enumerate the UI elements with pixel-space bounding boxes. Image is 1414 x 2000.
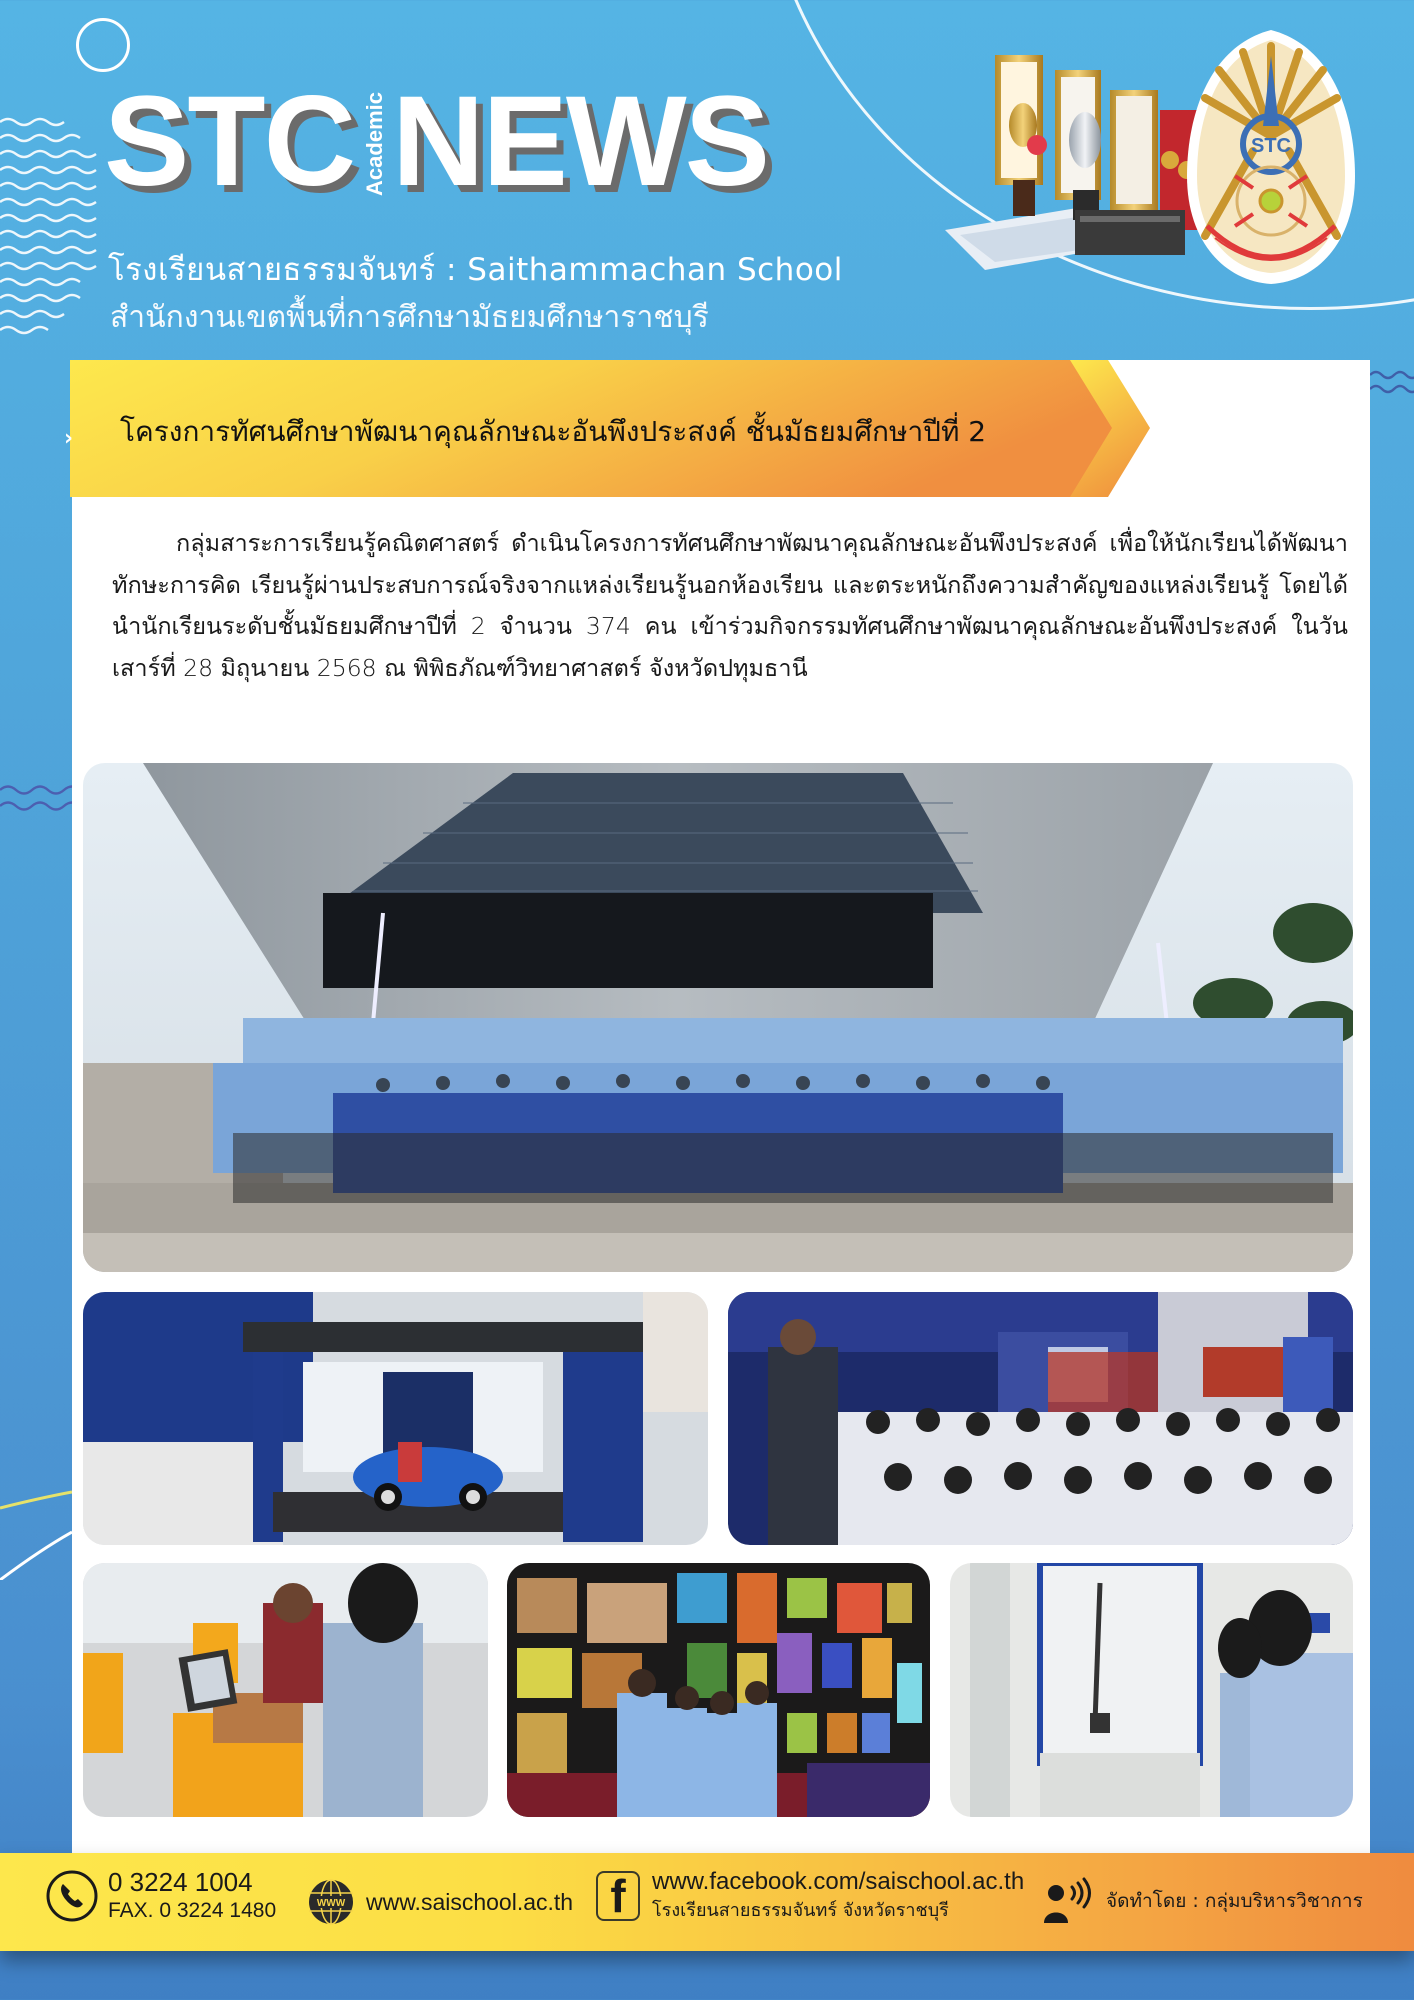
photo-touch-screen	[83, 1563, 488, 1817]
photo-lecture	[728, 1292, 1353, 1545]
footer-contact-bar	[0, 1853, 1414, 1951]
facebook-page-name: โรงเรียนสายธรรมจันทร์ จังหวัดราชบุรี	[652, 1900, 949, 1921]
svg-text:STC: STC	[1251, 135, 1291, 157]
facebook-icon: f	[596, 1871, 640, 1921]
photo-car-exhibit	[83, 1292, 708, 1545]
education-office: สำนักงานเขตพื้นที่การศึกษามัธยมศึกษาราชบุรี	[110, 300, 709, 335]
photo-group-museum	[83, 763, 1353, 1272]
decorative-arcs	[0, 1440, 72, 1580]
article-body: กลุ่มสาระการเรียนรู้คณิตศาสตร์ ดำเนินโครงการทัศนศึกษาพัฒนาคุณลักษณะอันพึงประสงค์ เพื่อให้นักเรียนได้พัฒนา ทักษะการคิด เรียนรู้ผ่านประสบการณ์จริงจากแหล่งเรียนรู้นอกห้องเรียน และตระหนักถึงความสำคัญของแหล่งเรียนรู้ โดยได้นำนักเรียนระดับชั้นมัธยมศึกษาปีที่ 2 จำนวน 374 คน เข้าร่วมกิจกรรมทัศนศึกษาพัฒนาคุณลักษณะอันพึงประสงค์ ในวันเสาร์ที่ 28 มิถุนายน 2568 ณ พิพิธภัณฑ์วิทยาศาสตร์ จังหวัดปทุมธานี	[112, 529, 1348, 682]
wave-lines-decoration	[0, 780, 72, 820]
phone-contact	[44, 1867, 276, 1925]
photo-robot-case	[950, 1563, 1353, 1817]
trophies-awards-image	[925, 30, 1215, 275]
article-title: โครงการทัศนศึกษาพัฒนาคุณลักษณะอันพึงประสงค์ ชั้นมัธยมศึกษาปีที่ 2	[120, 415, 987, 448]
decorative-circle	[76, 18, 130, 72]
credit-text: จัดทำโดย : กลุ่มบริหารวิชาการ	[1106, 1890, 1363, 1912]
brand-stc: STC	[104, 70, 354, 213]
school-logo	[1183, 26, 1359, 288]
wave-lines-decoration	[1370, 365, 1414, 405]
facebook-link[interactable]: www.facebook.com/saischool.ac.th	[652, 1868, 1025, 1895]
masthead-title	[104, 70, 768, 213]
facebook-link-group	[596, 1867, 1024, 1925]
website-link-group	[306, 1877, 573, 1927]
credit	[1042, 1877, 1363, 1925]
phone-number: 0 3224 1004	[108, 1867, 253, 1897]
photo-specimen-wall	[507, 1563, 930, 1817]
website-link[interactable]: www.saischool.ac.th	[366, 1888, 574, 1915]
brand-news: NEWS	[392, 70, 768, 213]
svg-text:WWW: WWW	[316, 1898, 346, 1909]
school-name: โรงเรียนสายธรรมจันทร์ : Saithammachan School	[108, 252, 843, 288]
globe-www-icon	[306, 1877, 356, 1927]
wave-lines-decoration	[0, 110, 110, 340]
header	[0, 0, 1414, 360]
phone-icon	[44, 1868, 100, 1924]
chevron-right-icon: ›	[64, 426, 74, 451]
brand-academic: Academic	[362, 92, 387, 196]
fax-number: FAX. 0 3224 1480	[108, 1899, 277, 1922]
speaker-person-icon	[1042, 1877, 1094, 1925]
